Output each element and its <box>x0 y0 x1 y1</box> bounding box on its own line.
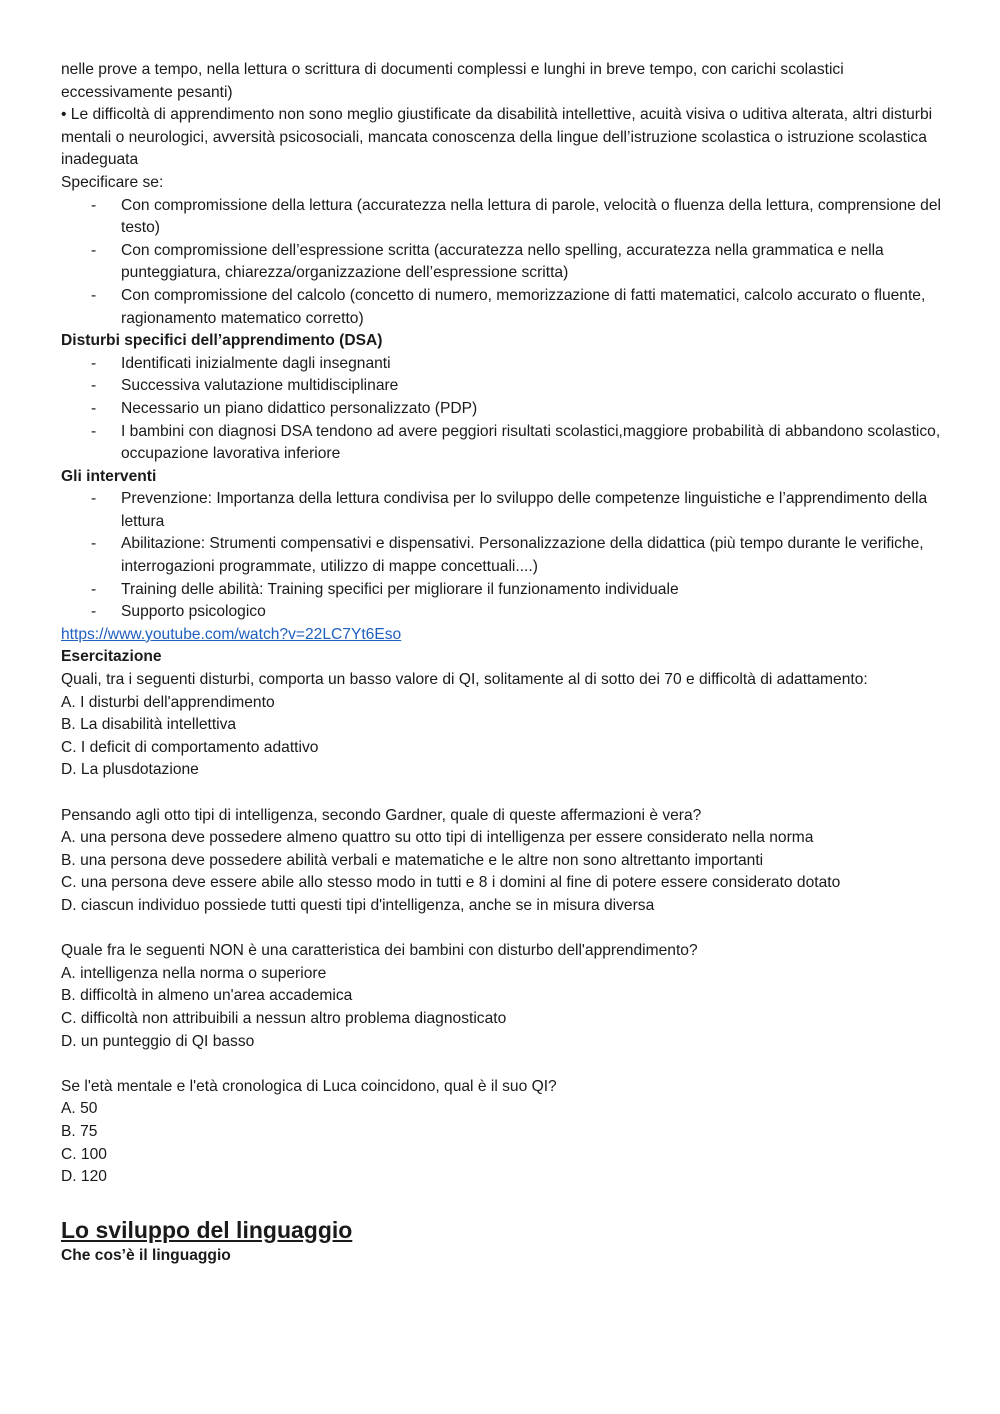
dsa-list <box>61 353 944 466</box>
answer-option: A. 50 <box>61 1100 98 1118</box>
list-item: - Successiva valutazione multidisciplinare <box>61 375 944 398</box>
question-4 <box>61 1076 944 1189</box>
answer-option: D. La plusdotazione <box>61 761 199 779</box>
dash-icon: - <box>91 535 97 553</box>
interventi-heading: Gli interventi <box>61 467 157 485</box>
dash-icon: - <box>91 354 97 372</box>
interventi-list <box>61 488 944 624</box>
list-item: - Abilitazione: Strumenti compensativi e dispensativi. Personalizzazione della didattica (più tempo durante le verifiche, interrogazioni programmate, utilizzo di mappe concettuali....) <box>91 535 924 576</box>
list-item: - Identificati inizialmente dagli insegnanti <box>61 353 944 376</box>
youtube-link[interactable]: https://www.youtube.com/watch?v=22LC7Yt6Eso <box>61 625 402 643</box>
answer-option: C. una persona deve essere abile allo stesso modo in tutti e 8 i domini al fine di potere essere considerato dotato <box>61 874 841 892</box>
dash-icon: - <box>91 286 97 304</box>
specify-label: Specificare se: <box>61 173 164 191</box>
dash-icon: - <box>91 377 97 395</box>
dash-icon: - <box>91 580 97 598</box>
list-item: - Con compromissione del calcolo (concetto di numero, memorizzazione di fatti matematici, calcolo accurato o fluente, ragionamento matematico corretto) <box>91 286 926 327</box>
section-subtitle: Che cos’è il linguaggio <box>61 1246 231 1264</box>
answer-option: D. ciascun individuo possiede tutti questi tipi d'intelligenza, anche se in misura diversa <box>61 896 655 914</box>
answer-option: B. una persona deve possedere abilità verbali e matematiche e le altre non sono altrettanto importanti <box>61 851 764 869</box>
dash-icon: - <box>91 241 97 259</box>
intro-continuation: nelle prove a tempo, nella lettura o scrittura di documenti complessi e lunghi in breve tempo, con carichi scolastici eccessivamente pesanti) <box>61 61 844 101</box>
answer-option: B. 75 <box>61 1122 98 1140</box>
specify-list <box>61 195 944 331</box>
answer-option: D. un punteggio di QI basso <box>61 1032 255 1050</box>
intro-bullet: • Le difficoltà di apprendimento non sono meglio giustificate da disabilità intellettive, acuità visiva o uditiva alterata, altri disturbi mentali o neurologici, avversità psicosociali, mancata conoscenza della lingue dell’istruzione scolastica o istruzione scolastica inadeguata <box>61 106 933 169</box>
dash-icon: - <box>91 422 97 440</box>
list-item: - Necessario un piano didattico personalizzato (PDP) <box>61 398 944 421</box>
answer-option: C. I deficit di comportamento adattivo <box>61 738 319 756</box>
list-item: - Prevenzione: Importanza della lettura condivisa per lo sviluppo delle competenze linguistiche e l’apprendimento della lettura <box>91 490 928 530</box>
question-2 <box>61 805 944 918</box>
list-item: - Training delle abilità: Training specifici per migliorare il funzionamento individuale <box>61 579 944 602</box>
answer-option: B. difficoltà in almeno un'area accademica <box>61 987 353 1005</box>
dash-icon: - <box>91 490 97 508</box>
answer-option: B. La disabilità intellettiva <box>61 716 237 734</box>
list-item: - Con compromissione dell’espressione scritta (accuratezza nello spelling, accuratezza nella grammatica e nella punteggiatura, chiarezza/organizzazione dell’espressione scritta) <box>91 241 884 282</box>
answer-option: C. 100 <box>61 1145 107 1163</box>
dash-icon: - <box>91 196 97 214</box>
question-text: Pensando agli otto tipi di intelligenza, secondo Gardner, quale di queste affermazioni è vera? <box>61 806 702 824</box>
question-text: Quali, tra i seguenti disturbi, comporta un basso valore di QI, solitamente al di sotto dei 70 e difficoltà di adattamento: <box>61 671 868 689</box>
list-item: - I bambini con diagnosi DSA tendono ad avere peggiori risultati scolastici,maggiore probabilità di abbandono scolastico, occupazione lavorativa inferiore <box>91 422 941 463</box>
question-3 <box>61 940 944 1053</box>
answer-option: A. intelligenza nella norma o superiore <box>61 964 327 982</box>
section-title: Lo sviluppo del linguaggio <box>61 1216 353 1243</box>
answer-option: A. una persona deve possedere almeno quattro su otto tipi di intelligenza per essere considerato nella norma <box>61 829 814 847</box>
dsa-heading: Disturbi specifici dell’apprendimento (DSA) <box>61 332 383 350</box>
answer-option: D. 120 <box>61 1168 107 1186</box>
question-text: Quale fra le seguenti NON è una caratteristica dei bambini con disturbo dell'apprendimento? <box>61 942 698 960</box>
question-1 <box>61 669 944 782</box>
dash-icon: - <box>91 399 97 417</box>
dash-icon: - <box>91 603 97 621</box>
list-item: - Supporto psicologico <box>61 601 944 624</box>
list-item: - Con compromissione della lettura (accuratezza nella lettura di parole, velocità o fluenza della lettura, comprensione del testo) <box>91 196 941 237</box>
answer-option: C. difficoltà non attribuibili a nessun altro problema diagnosticato <box>61 1009 507 1027</box>
esercitazione-heading: Esercitazione <box>61 648 162 666</box>
question-text: Se l'età mentale e l'età cronologica di Luca coincidono, qual è il suo QI? <box>61 1077 557 1095</box>
answer-option: A. I disturbi dell'apprendimento <box>61 693 275 711</box>
